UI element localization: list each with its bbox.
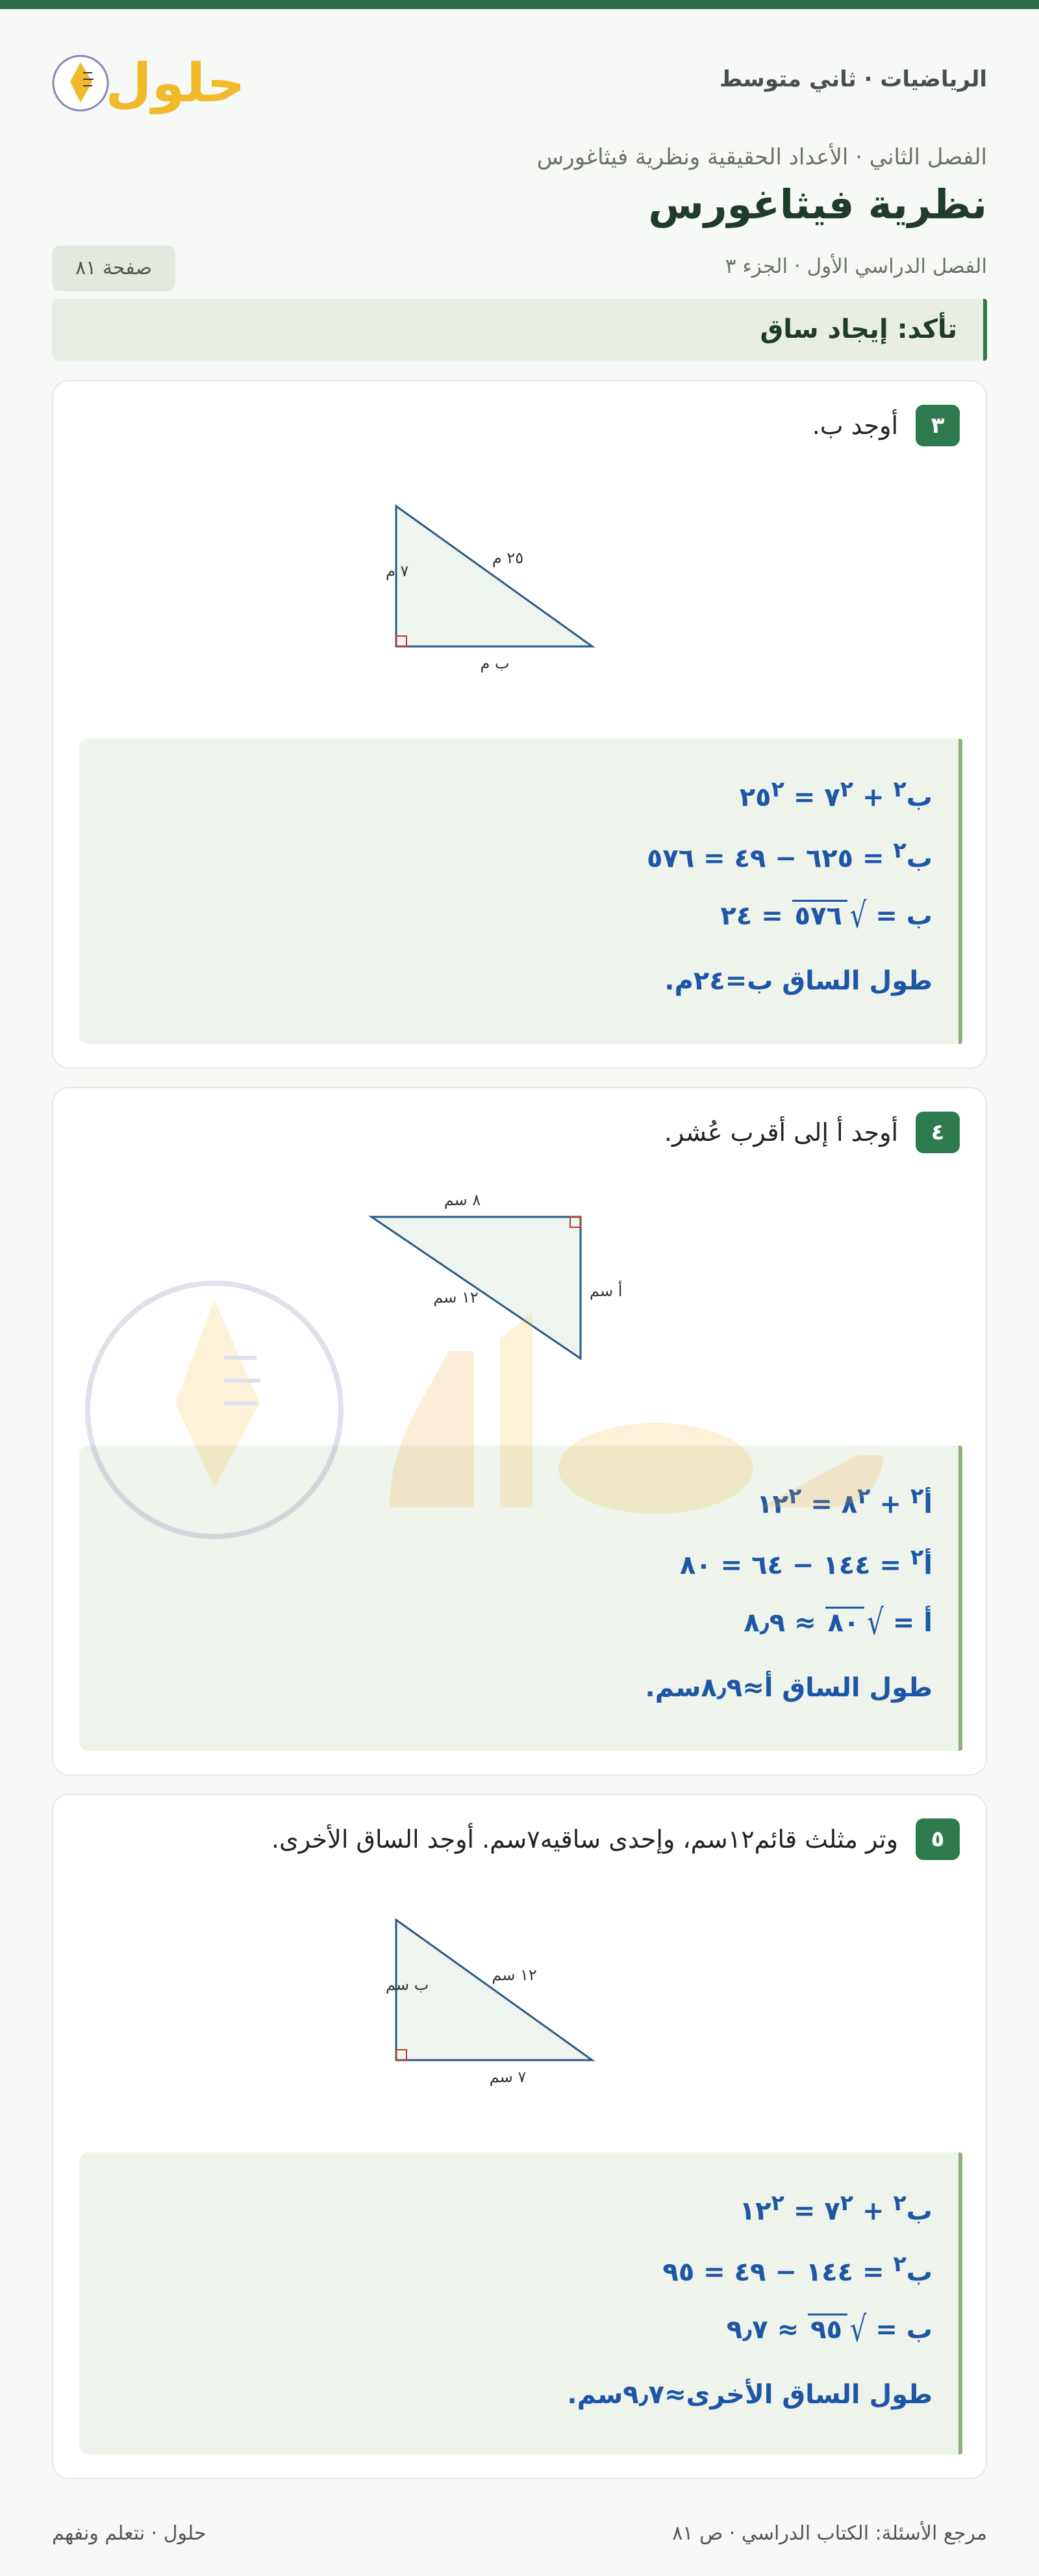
- subject-label: الرياضيات · ثاني متوسط: [720, 66, 987, 92]
- footer-reference: مرجع الأسئلة: الكتاب الدراسي · ص ٨١: [672, 2522, 987, 2545]
- svg-text:حلول: حلول: [105, 53, 245, 114]
- page-title: نظرية فيثاغورس: [648, 181, 987, 228]
- question-card: [52, 1087, 987, 1776]
- solution-line: أ = √٨٠ ≈ ٨٫٩: [744, 1602, 933, 1644]
- hypotenuse-label: ١٢ سم: [433, 1288, 479, 1307]
- top-leg-label: ٨ سم: [444, 1191, 481, 1209]
- solution-box: [79, 1446, 962, 1751]
- page-badge: صفحة ٨١: [52, 246, 175, 291]
- solution-line: أ$^٢$ = ١٤٤ − ٦٤ = ٨٠: [679, 1544, 933, 1581]
- question-card: [52, 1794, 987, 2479]
- base-label: ب م: [480, 654, 510, 672]
- question-number-badge: ٤: [916, 1112, 960, 1153]
- right-triangle-figure: [53, 1173, 988, 1368]
- solution-line: أ$^٢$ + $٨^٢$ = $١٢^٢$: [757, 1483, 933, 1520]
- section-header: [52, 299, 987, 361]
- semester-label: الفصل الدراسي الأول · الجزء ٣: [725, 255, 987, 278]
- chapter-label: الفصل الثاني · الأعداد الحقيقية ونظرية فيثاغورس: [536, 144, 987, 170]
- sqrt-icon: √: [849, 895, 867, 937]
- page-header: [52, 39, 987, 117]
- question-text: أوجد ب.: [812, 411, 898, 440]
- question-text: وتر مثلث قائم١٢سم، وإحدى ساقيه٧سم. أوجد الساق الأخرى.: [271, 1825, 898, 1854]
- leg-label: ب سم: [386, 1976, 429, 1994]
- right-triangle-figure: [53, 1893, 988, 2100]
- solution-line: ب$^٢$ + $٧^٢$ = $١٢^٢$: [739, 2190, 933, 2226]
- solution-box: [79, 739, 962, 1044]
- question-text: أوجد أ إلى أقرب عُشر.: [664, 1118, 898, 1147]
- solution-conclusion: طول الساق ب=٢٤م.: [664, 966, 933, 996]
- right-leg-label: أ سم: [590, 1282, 623, 1300]
- right-triangle-figure: [53, 479, 988, 687]
- solution-conclusion: طول الساق أ≈٨٫٩سم.: [645, 1673, 933, 1703]
- section-title: تأكد: إيجاد ساق: [760, 314, 957, 344]
- solution-line: ب$^٢$ = ١٤٤ − ٤٩ = ٩٥: [662, 2251, 933, 2288]
- solution-line: ب = √٩٥ ≈ ٩٫٧: [726, 2309, 933, 2351]
- solution-line: ب$^٢$ + $٧^٢$ = $٢٥^٢$: [739, 776, 933, 813]
- question-card: [52, 380, 987, 1069]
- question-number-badge: ٣: [916, 405, 960, 446]
- leg-label: ٧ م: [386, 562, 409, 580]
- sqrt-icon: √: [867, 1602, 884, 1644]
- footer-tagline: حلول · نتعلم ونفهم: [52, 2522, 207, 2545]
- brand-logo[interactable]: [52, 39, 247, 117]
- hypotenuse-label: ٢٥ م: [492, 549, 524, 567]
- solution-line: ب = √٥٧٦ = ٢٤: [720, 895, 933, 937]
- sqrt-icon: √: [849, 2309, 867, 2351]
- solution-conclusion: طول الساق الأخرى≈٩٫٧سم.: [567, 2380, 933, 2410]
- solution-line: ب$^٢$ = ٦٢٥ − ٤٩ = ٥٧٦: [646, 837, 933, 874]
- solution-box: [79, 2152, 962, 2455]
- question-number-badge: ٥: [916, 1818, 960, 1860]
- hypotenuse-label: ١٢ سم: [492, 1966, 537, 1984]
- logo-icon: [52, 39, 247, 117]
- top-accent-bar: [0, 0, 1039, 9]
- base-label: ٧ سم: [489, 2068, 527, 2086]
